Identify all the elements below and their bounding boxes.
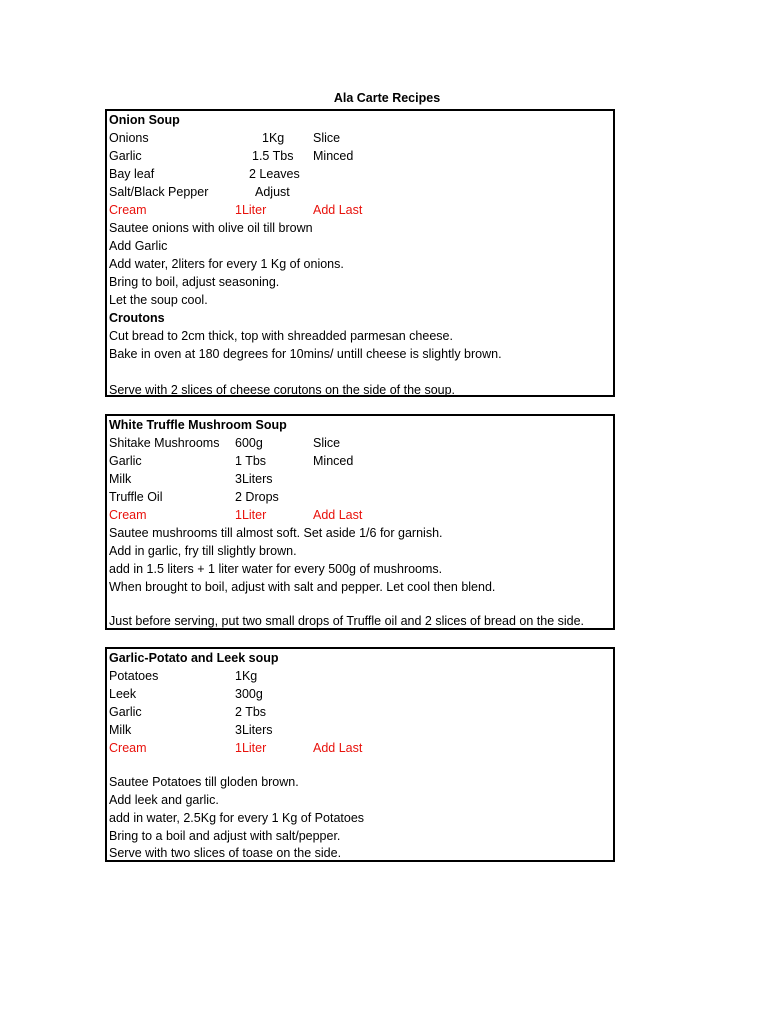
ingredient-note: Minced [313, 149, 354, 163]
step-text: Bake in oven at 180 degrees for 10mins/ untill cheese is slightly brown. [109, 347, 502, 361]
step-text: Bring to a boil and adjust with salt/pepper. [109, 829, 341, 843]
ingredient-note: Add Last [313, 508, 363, 522]
step-text: add in water, 2.5Kg for every 1 Kg of Potatoes [109, 811, 365, 825]
ingredient-note: Minced [313, 454, 354, 468]
step-text: Sautee onions with olive oil till brown [109, 221, 313, 235]
ingredient-name: Truffle Oil [109, 490, 163, 504]
step-text: Bring to boil, adjust seasoning. [109, 275, 280, 289]
ingredient-note: Add Last [313, 203, 363, 217]
ingredient-name: Potatoes [109, 669, 159, 683]
ingredient-name: Salt/Black Pepper [109, 185, 209, 199]
ingredient-qty: 1Kg [235, 669, 258, 683]
ingredient-name: Garlic [109, 705, 142, 719]
ingredient-qty: 1Liter [235, 741, 267, 755]
ingredient-qty: 2 Leaves [249, 167, 300, 181]
step-text: Add Garlic [109, 239, 168, 253]
recipe-title: White Truffle Mushroom Soup [109, 418, 287, 432]
ingredient-name: Shitake Mushrooms [109, 436, 220, 450]
ingredient-name: Garlic [109, 149, 142, 163]
ingredient-qty: 3Liters [235, 723, 273, 737]
ingredient-name: Cream [109, 508, 147, 522]
ingredient-note: Slice [313, 436, 341, 450]
step-text: Cut bread to 2cm thick, top with shreadded parmesan cheese. [109, 329, 453, 343]
ingredient-qty: 1.5 Tbs [252, 149, 294, 163]
ingredient-qty: 1 Tbs [235, 454, 267, 468]
step-text: Sautee mushrooms till almost soft. Set aside 1/6 for garnish. [109, 526, 443, 540]
ingredient-name: Onions [109, 131, 149, 145]
recipe-title: Onion Soup [109, 113, 180, 127]
ingredient-name: Cream [109, 741, 147, 755]
step-text: Sautee Potatoes till gloden brown. [109, 775, 299, 789]
step-text: Add leek and garlic. [109, 793, 219, 807]
step-text: Let the soup cool. [109, 293, 208, 307]
recipe-white-truffle-mushroom-soup [105, 414, 615, 630]
ingredient-name: Milk [109, 472, 132, 486]
serving-note: Serve with 2 slices of cheese corutons on the side of the soup. [109, 383, 456, 397]
ingredient-name: Leek [109, 687, 137, 701]
ingredient-note: Add Last [313, 741, 363, 755]
recipe-title: Garlic-Potato and Leek soup [109, 651, 279, 665]
ingredient-qty: 300g [235, 687, 263, 701]
ingredient-qty: 1Liter [235, 203, 267, 217]
step-text: Serve with two slices of toase on the side. [109, 846, 342, 860]
ingredient-qty: 3Liters [235, 472, 273, 486]
serving-note: Just before serving, put two small drops of Truffle oil and 2 slices of bread on the side. [109, 614, 585, 628]
ingredient-qty: 1Liter [235, 508, 267, 522]
ingredient-name: Bay leaf [109, 167, 155, 181]
page-title: Ala Carte Recipes [333, 91, 441, 105]
ingredient-name: Cream [109, 203, 147, 217]
step-text: add in 1.5 liters + 1 liter water for every 500g of mushrooms. [109, 562, 443, 576]
step-text: When brought to boil, adjust with salt and pepper. Let cool then blend. [109, 580, 496, 594]
step-text: Add in garlic, fry till slightly brown. [109, 544, 297, 558]
ingredient-note: Slice [313, 131, 341, 145]
step-text: Add water, 2liters for every 1 Kg of onions. [109, 257, 344, 271]
ingredient-qty: 2 Tbs [235, 705, 267, 719]
ingredient-name: Garlic [109, 454, 142, 468]
sub-heading-croutons: Croutons [109, 311, 165, 325]
ingredient-name: Milk [109, 723, 132, 737]
ingredient-qty: 600g [235, 436, 263, 450]
ingredient-qty: 1Kg [262, 131, 285, 145]
ingredient-qty: Adjust [255, 185, 290, 199]
ingredient-qty: 2 Drops [235, 490, 279, 504]
recipe-onion-soup [105, 109, 615, 397]
recipe-garlic-potato-leek-soup [105, 647, 615, 862]
